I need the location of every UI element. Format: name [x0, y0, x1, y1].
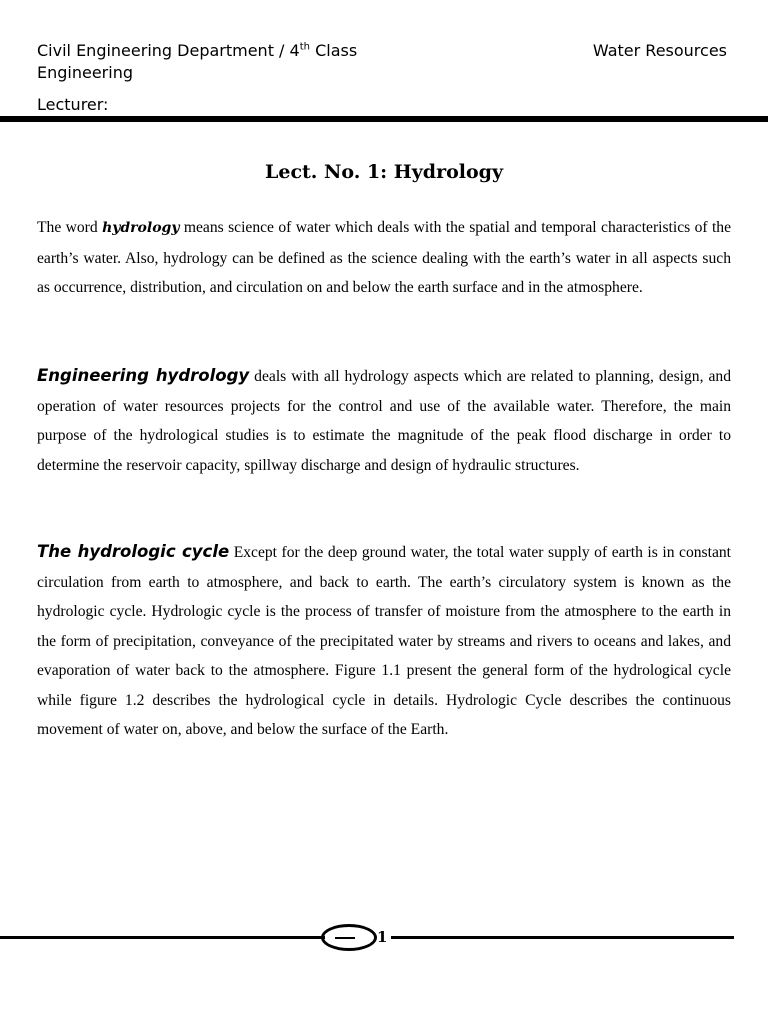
- header-divider: [0, 116, 768, 122]
- header-first-line: [37, 40, 727, 62]
- footer-divider-left: [0, 936, 325, 939]
- subject-label-part2: Engineering: [37, 63, 133, 82]
- page-number: 1: [377, 928, 388, 946]
- ordinal-suffix: th: [299, 41, 310, 53]
- subject-label-part1: Water Resources: [592, 41, 727, 60]
- page-header: [37, 40, 727, 116]
- page-oval-dash: [335, 937, 355, 939]
- term-hydrologic-cycle: The hydrologic cycle: [37, 542, 230, 561]
- term-engineering-hydrology: Engineering hydrology: [37, 366, 250, 385]
- department-label: Civil Engineering Department / 4th Class: [37, 41, 358, 60]
- term-hydrology: hydrology: [102, 220, 180, 236]
- paragraph-engineering-hydrology: Engineering hydrology deals with all hydrology aspects which are related to planning, design, and operation of water resources projects for the control and use of the available water. Therefore, the main purpose of the hydrological studies is to estimate the magnitude of the peak flood discharge in order to determine the reservoir capacity, spillway discharge and design of hydraulic structures.: [37, 366, 731, 474]
- paragraph-definition: The word hydrology means science of water which deals with the spatial and temporal characteristics of the earth’s water. Also, hydrology can be defined as the science dealing with the earth’s water in all aspects such as occurrence, distribution, and circulation on and below the earth surface and in the atmosphere.: [37, 219, 732, 296]
- paragraph-hydrologic-cycle: The hydrologic cycle Except for the deep ground water, the total water supply of earth is in constant circulation from earth to atmosphere, and back to earth. The earth’s circulatory system is known as the hydrologic cycle. Hydrologic cycle is the process of transfer of moisture from the atmosphere to the earth in the form of precipitation, conveyance of the precipitated water by streams and rivers to oceans and lakes, and evaporation of water back to the atmosphere. Figure 1.1 present the general form of the hydrological cycle while figure 1.2 describes the hydrological cycle in details. Hydrologic Cycle describes the continuous movement of water on, above, and below the surface of the Earth.: [37, 542, 732, 738]
- lecturer-label: Lecturer:: [37, 95, 109, 114]
- lecture-title: Lect. No. 1: Hydrology: [265, 161, 503, 183]
- footer-divider-right: [391, 936, 734, 939]
